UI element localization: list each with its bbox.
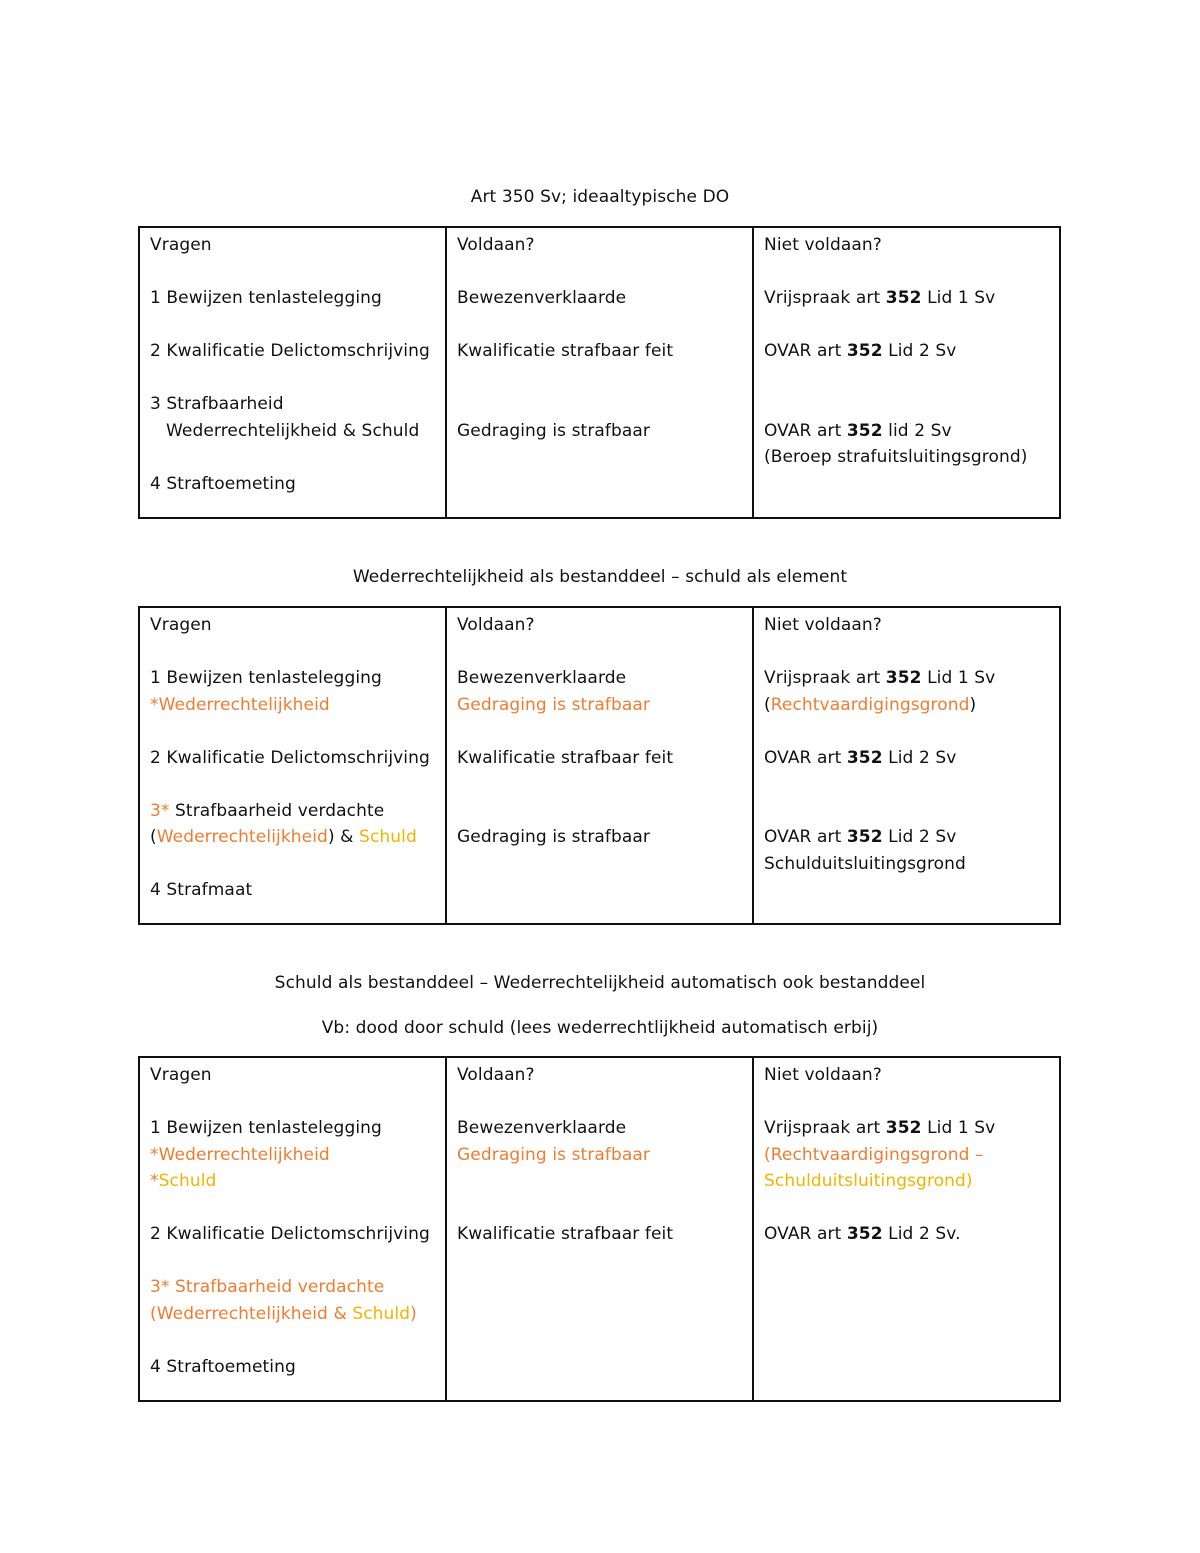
- outcome-1-note: (Rechtvaardigingsgrond): [764, 694, 977, 715]
- section2-table: [138, 606, 1061, 925]
- outcome-3: OVAR art 352 lid 2 Sv: [764, 420, 952, 441]
- question-3-sub: Wederrechtelijkheid & Schuld: [166, 420, 420, 441]
- answer-1-sub: Gedraging is strafbaar: [457, 694, 651, 715]
- question-2: 2 Kwalificatie Delictomschrijving: [150, 747, 430, 768]
- question-3-sub: (Wederrechtelijkheid) & Schuld: [150, 827, 417, 847]
- header-niet-voldaan: Niet voldaan?: [764, 235, 882, 255]
- answer-3: Gedraging is strafbaar: [457, 827, 651, 847]
- question-3: 3 Strafbaarheid: [150, 394, 284, 414]
- section2-col-niet-voldaan: [753, 607, 1060, 924]
- header-vragen: Vragen: [150, 235, 212, 255]
- outcome-1-note-1: (Rechtvaardigingsgrond –: [764, 1144, 984, 1165]
- section3-col-niet-voldaan: [753, 1057, 1060, 1401]
- question-1-sub: *Wederrechtelijkheid: [150, 694, 330, 715]
- answer-3: Gedraging is strafbaar: [457, 420, 651, 441]
- outcome-2: OVAR art 352 Lid 2 Sv.: [764, 1224, 961, 1244]
- header-voldaan: Voldaan?: [457, 615, 535, 635]
- outcome-1-note-2: Schulduitsluitingsgrond): [764, 1171, 973, 1191]
- outcome-3: OVAR art 352 Lid 2 Sv: [764, 827, 957, 847]
- header-voldaan: Voldaan?: [457, 235, 535, 255]
- question-4: 4 Straftoemeting: [150, 1356, 296, 1377]
- outcome-3-note: Schulduitsluitingsgrond: [764, 853, 966, 874]
- question-1: 1 Bewijzen tenlastelegging: [150, 668, 382, 688]
- question-2: 2 Kwalificatie Delictomschrijving: [150, 341, 430, 361]
- outcome-2: OVAR art 352 Lid 2 Sv: [764, 747, 957, 768]
- section1-col-voldaan: [446, 227, 753, 518]
- outcome-1: Vrijspraak art 352 Lid 1 Sv: [764, 288, 996, 308]
- question-1-sub-2: *Schuld: [150, 1171, 217, 1191]
- answer-1: Bewezenverklaarde: [457, 1118, 627, 1138]
- question-4: 4 Strafmaat: [150, 880, 253, 900]
- answer-1-sub: Gedraging is strafbaar: [457, 1144, 651, 1165]
- outcome-1: Vrijspraak art 352 Lid 1 Sv: [764, 668, 996, 688]
- header-niet-voldaan: Niet voldaan?: [764, 615, 882, 635]
- outcome-1: Vrijspraak art 352 Lid 1 Sv: [764, 1118, 996, 1138]
- outcome-2: OVAR art 352 Lid 2 Sv: [764, 341, 957, 361]
- header-vragen: Vragen: [150, 615, 212, 635]
- section2-col-voldaan: [446, 607, 753, 924]
- header-niet-voldaan: Niet voldaan?: [764, 1065, 882, 1085]
- section2-col-vragen: [139, 607, 446, 924]
- section3-table: [138, 1056, 1061, 1402]
- question-1: 1 Bewijzen tenlastelegging: [150, 1118, 382, 1138]
- answer-2: Kwalificatie strafbaar feit: [457, 341, 674, 361]
- answer-2: Kwalificatie strafbaar feit: [457, 1224, 674, 1244]
- answer-2: Kwalificatie strafbaar feit: [457, 747, 674, 768]
- question-3: 3* Strafbaarheid verdachte: [150, 1277, 385, 1297]
- section1-col-vragen: [139, 227, 446, 518]
- question-3: 3* Strafbaarheid verdachte: [150, 800, 385, 821]
- question-1: 1 Bewijzen tenlastelegging: [150, 288, 382, 308]
- section3-title: Schuld als bestanddeel – Wederrechtelijkheid automatisch ook bestanddeel: [274, 973, 926, 993]
- question-1-sub-1: *Wederrechtelijkheid: [150, 1144, 330, 1165]
- section1-table: [138, 226, 1061, 519]
- section1-title: Art 350 Sv; ideaaltypische DO: [470, 187, 730, 207]
- question-3-sub: (Wederrechtelijkheid & Schuld): [150, 1303, 417, 1324]
- question-2: 2 Kwalificatie Delictomschrijving: [150, 1224, 430, 1244]
- section3-col-voldaan: [446, 1057, 753, 1401]
- answer-1: Bewezenverklaarde: [457, 288, 627, 308]
- section1-col-niet-voldaan: [753, 227, 1060, 518]
- outcome-3-note: (Beroep strafuitsluitingsgrond): [764, 447, 1028, 467]
- header-vragen: Vragen: [150, 1065, 212, 1085]
- answer-1: Bewezenverklaarde: [457, 668, 627, 688]
- section2-title: Wederrechtelijkheid als bestanddeel – schuld als element: [352, 567, 848, 587]
- section3-col-vragen: [139, 1057, 446, 1401]
- section3-subtitle: Vb: dood door schuld (lees wederrechtlijkheid automatisch erbij): [321, 1018, 879, 1038]
- question-4: 4 Straftoemeting: [150, 473, 296, 494]
- header-voldaan: Voldaan?: [457, 1065, 535, 1085]
